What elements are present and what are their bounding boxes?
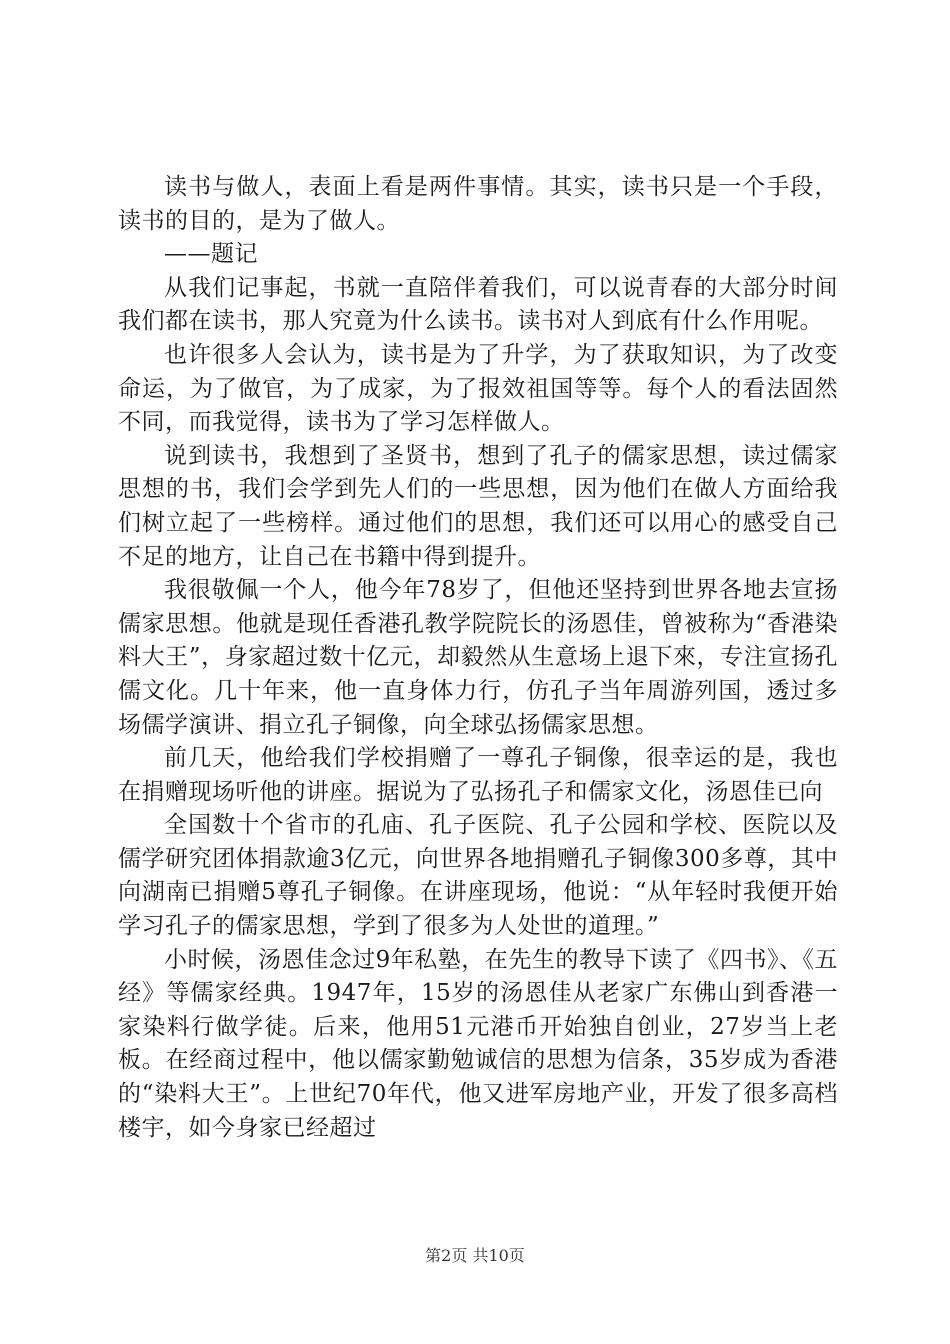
paragraph-8: 小时候，汤恩佳念过9年私塾，在先生的教导下读了《四书》、《五经》等儒家经典。1947年，15岁的汤恩佳从老家广东佛山到香港一家染料行做学徒。后来，他用51元港币开始独自创业，27岁当上老板。在经商过程中，他以儒家勤勉诚信的思想为信条，35岁成为香港的“染料大王”。上世纪70年代，他又进军房地产业，开发了很多高档楼宇，如今身家已经超过 [118, 946, 838, 1141]
paragraph-4: 说到读书，我想到了圣贤书，想到了孔子的儒家思想，读过儒家思想的书，我们会学到先人们的一些思想，因为他们在做人方面给我们树立起了一些榜样。通过他们的思想，我们还可以用心的感受自己不足的地方，让自己在书籍中得到提升。 [118, 442, 838, 570]
paragraph-2: 从我们记事起，书就一直陪伴着我们，可以说青春的大部分时间我们都在读书，那人究竟为什么读书。读书对人到底有什么作用呢。 [118, 274, 838, 335]
paragraph-6: 前几天，他给我们学校捐赠了一尊孔子铜像，很幸运的是，我也在捐赠现场听他的讲座。据说为了弘扬孔子和儒家文化，汤恩佳已向 [118, 745, 838, 805]
paragraph-1: 读书与做人，表面上看是两件事情。其实，读书只是一个手段，读书的目的，是为了做人。 [118, 174, 838, 234]
page-footer: 第2页 共10页 [425, 1246, 525, 1265]
paragraph-3: 也许很多人会认为，读书是为了升学，为了获取知识，为了改变命运，为了做官，为了成家，为了报效祖国等等。每个人的看法固然不同，而我觉得，读书为了学习怎样做人。 [118, 341, 838, 436]
paragraph-5: 我很敬佩一个人，他今年78岁了，但他还坚持到世界各地去宣扬儒家思想。他就是现任香港孔教学院院长的汤恩佳，曾被称为“香港染料大王”，身家超过数十亿元，却毅然从生意场上退下來，专注宣扬孔儒文化。几十年来，他一直身体力行，仿孔子当年周游列国，透过多场儒学演讲、捐立孔子铜像，向全球弘扬儒家思想。 [118, 577, 838, 738]
epigraph-attribution: ——题记 [164, 241, 258, 268]
paragraph-7: 全国数十个省市的孔庙、孔子医院、孔子公园和学校、医院以及儒学研究团体捐款逾3亿元，向世界各地捐赠孔子铜像300多尊，其中向湖南已捐赠5尊孔子铜像。在讲座现场，他说：“从年轻时我便开始学习孔子的儒家思想，学到了很多为人处世的道理。” [118, 812, 838, 940]
body-text [118, 171, 838, 1145]
